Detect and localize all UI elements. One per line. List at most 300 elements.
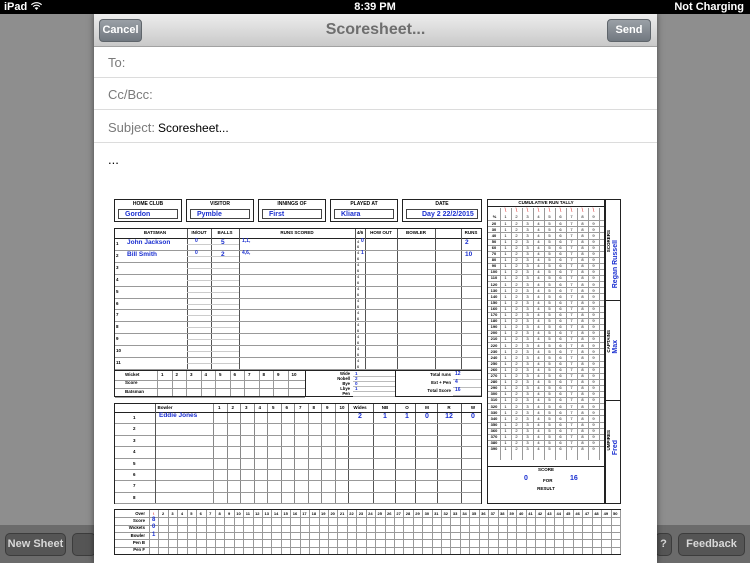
bowling-over-number: 5 [272,405,275,410]
overs-col-line [450,510,451,554]
tally-digit: 4 [537,342,540,348]
tally-digit: 7 [570,330,573,336]
tally-col-line [544,208,545,460]
tally-digit: 3 [526,305,529,311]
batsman-row-line [115,309,481,310]
over-number: 15 [283,510,288,516]
tally-digit: 8 [581,287,584,293]
tally-digit: 5 [548,427,551,433]
tally-digit: 6 [559,434,562,439]
over-number: 34 [462,510,467,516]
tally-digit: 3 [526,293,529,299]
tally-digit: 3 [526,409,529,415]
bowling-over-number: 10 [339,405,345,410]
tally-digit: 9 [592,446,595,452]
four-six-mark: 4 [357,357,360,363]
tally-digit: 2 [515,281,518,287]
help-button-partial[interactable]: ? [655,533,672,556]
tally-digit: 5 [548,318,551,324]
batsman-name: John Jackson [127,239,171,246]
tally-digit: 7 [570,360,573,366]
run-tally [487,199,605,504]
tally-digit: 8 [581,403,584,409]
cc-bcc-field[interactable] [94,78,657,110]
subject-field[interactable] [94,110,657,143]
tally-digit: 2 [515,385,518,391]
overs-col-line [158,510,159,554]
tally-digit: 7 [570,336,573,342]
tally-digit: 4 [537,232,540,238]
background-button-partial[interactable] [72,533,96,556]
new-sheet-button[interactable]: New Sheet [5,533,66,556]
tally-digit: 2 [515,287,518,293]
batsman-runs: 10 [465,250,473,258]
tally-digit: 2 [515,232,518,238]
tally-digit: 7 [570,440,573,446]
overs-col-line [262,510,263,554]
over-number: 49 [603,510,609,516]
batsman-balls: 2 [221,250,225,258]
overs-col-line [592,510,593,554]
tally-digit: 9 [592,305,595,311]
extras-line [353,391,395,392]
tally-digit: 9 [592,220,595,226]
four-six-mark: 4 [357,309,360,315]
tally-digit: 9 [592,244,595,250]
overs-row-label: Pen F [133,547,145,553]
over-number: 28 [405,510,411,516]
four-six-mark: 6 [357,339,360,345]
tally-digit: 4 [537,318,540,324]
batsman-row-line [115,286,481,287]
tally-digit: 1 [504,403,507,409]
compose-title: Scoresheet... [325,21,426,38]
tally-digit: 3 [526,348,529,354]
tally-digit: 1 [504,330,507,336]
tally-digit: 3 [526,342,529,348]
fow-wicket-number: 9 [277,371,280,377]
over-number: 12 [255,510,260,516]
batting-header-batsman: BATSMAN [143,230,167,235]
over-number: 36 [481,510,486,516]
tally-digit: 8 [581,318,584,324]
extras-label: Bye [342,381,350,387]
tally-digit: 5 [548,232,551,238]
tally-digit: 6 [559,318,562,324]
over-number: 9 [227,510,231,516]
batsman-four-six: 1 [361,249,364,256]
tally-digit: 6 [559,275,562,281]
bowling-over-number: 9 [326,405,329,410]
tally-digit: 7 [570,324,573,330]
batsman-row-line [115,321,481,322]
over-number: 7 [209,510,212,516]
tally-digit: 9 [592,324,595,330]
home-club-box: HOME CLUB Gordon [114,199,182,222]
tally-digit: 1 [504,415,507,421]
tally-digit: 8 [581,251,584,256]
tally-digit: 3 [526,391,529,397]
tally-digit: 9 [592,348,595,354]
bowling-stat-line [373,404,374,503]
tally-digit: 5 [548,299,551,305]
four-six-mark: 6 [357,280,360,286]
tally-digit: 6 [559,342,562,348]
tally-digit: 1 [504,354,507,360]
batsman-number: 10 [116,348,122,354]
over-number: 24 [368,510,373,516]
bowling-over-number: 8 [312,405,316,410]
over-number: 5 [190,510,193,516]
cancel-button[interactable]: Cancel [99,19,142,42]
overs-col-line [554,510,555,554]
extras-value: 1 [355,386,358,391]
tally-digit: 1 [504,318,507,324]
tally-digit: 6 [559,446,562,452]
tally-digit: 2 [515,403,518,409]
bowling-over-number: 7 [299,405,302,410]
tally-digit: 8 [581,324,584,330]
overs-col-line [281,510,282,554]
tally-digit: 4 [537,287,540,293]
tally-digit: 7 [570,391,573,397]
fow-label-wicket: Wicket [125,371,140,377]
tally-row-label: 130 [490,287,498,293]
extras-label: Wide [340,371,350,377]
tally-digit: 3 [526,336,529,342]
bowler-w: 0 [471,412,475,420]
overs-col-line [224,510,225,554]
tally-digit: 9 [592,391,595,397]
tally-digit: 3 [526,287,529,293]
tally-digit: 6 [559,366,562,372]
tally-digit: 1 [504,293,507,299]
tally-digit: 1 [504,421,507,427]
batting-header-runs: RUNS [464,230,478,235]
overs-col-line [300,510,301,554]
tally-digit: 1 [504,366,507,372]
tally-slash-cell: \ [526,208,529,214]
over-number: 43 [547,510,552,516]
tally-digit: 9 [592,257,595,263]
tally-digit: 3 [526,226,529,232]
message-body[interactable]: ... [108,152,119,167]
tally-digit: 4 [537,312,540,317]
tally-row-label: 170 [490,312,498,317]
tally-digit: 9 [592,409,595,415]
batsman-name: Bill Smith [127,250,157,258]
tally-col-line [555,208,556,460]
tally-digit: 9 [592,299,595,305]
tally-col-line [533,208,534,460]
visitor-value: Pymble [190,209,250,219]
batting-header-balls: BALLS [217,230,233,235]
tally-digit: 8 [581,263,584,269]
tally-digit: 8 [581,305,584,311]
played-at-box: PLAYED AT Kliara [330,199,398,222]
tally-digit: 6 [559,324,562,330]
tally-digit: 8 [581,275,584,281]
tally-row-label: 340 [490,415,498,421]
four-six-mark: 6 [357,268,360,274]
innings-value: First [262,209,322,219]
overs-col-line [620,510,621,554]
fow-col-line [172,371,173,396]
compose-nav-bar [94,14,657,47]
tally-digit: 3 [526,415,529,421]
bowler-number: 7 [133,483,136,489]
tally-digit: 6 [559,232,562,238]
tally-digit: 2 [515,324,518,330]
bowling-stat-line [461,404,462,503]
tally-row-label: 230 [490,348,498,354]
feedback-button[interactable]: Feedback [678,533,745,556]
batting-header-how-out: HOW OUT [370,230,392,235]
tally-digit: 1 [504,287,507,293]
tally-digit: 7 [570,348,573,354]
tally-digit: 5 [548,360,551,366]
tally-digit: 9 [592,269,595,275]
overs-first-value: 0 [152,524,156,531]
tally-digit: 2 [515,397,518,403]
tally-digit: 4 [537,434,540,439]
tally-digit: 7 [570,318,573,324]
overs-col-line [375,510,376,554]
bowler-name-divider [155,404,156,503]
tally-digit: 2 [515,226,518,232]
tally-digit: 7 [570,409,573,415]
tally-digit: 5 [548,385,551,391]
result-score-label: SCORE [537,467,554,472]
four-six-mark: 6 [357,292,360,298]
tally-digit: 6 [559,299,562,305]
bowler-row-line [115,480,481,481]
overs-col-line [328,510,329,554]
tally-row-label: 20 [491,220,497,226]
tally-digit: 7 [570,366,573,372]
four-six-mark: 6 [357,363,360,369]
tally-col-line [588,208,589,460]
tally-row-label: 50 [491,238,497,244]
batsman-number: 1 [116,241,119,246]
overs-col-line [366,510,367,554]
fow-col-line [201,371,202,396]
tally-digit: 9 [592,330,595,336]
over-number: 42 [537,510,543,516]
result-for-label: FOR [543,478,553,483]
tally-digit: 9 [592,232,595,238]
tally-digit: 8 [581,397,584,403]
tally-digit: 6 [559,287,562,293]
tally-digit: 1 [504,434,507,439]
tally-digit: 3 [526,385,529,391]
fow-wicket-number: 2 [175,371,179,377]
tally-digit: 5 [548,397,551,403]
batsman-row-line [115,298,481,299]
fall-of-wickets [114,370,482,397]
tally-row-label: 270 [490,373,498,378]
tally-digit: 4 [537,257,540,263]
tally-digit: 9 [592,226,595,232]
overs-col-line [290,510,291,554]
home-club-value: Gordon [118,209,178,219]
over-number: 50 [613,510,618,516]
tally-row-label: 380 [490,440,498,446]
bowling-col-line [321,404,322,503]
batsman-sub-line [187,292,239,293]
fow-col-line [273,371,274,396]
to-field[interactable] [94,47,657,78]
played-at-value: Kliara [334,209,394,219]
over-number: 47 [584,510,590,516]
tally-row-label: 220 [490,342,498,348]
tally-digit: 3 [526,446,529,452]
tally-digit: 1 [504,360,507,366]
totals-value: 16 [455,387,461,393]
tally-digit: 2 [515,238,518,244]
over-number: 37 [490,510,496,516]
batsman-runs-scored: 4,6, [242,249,251,256]
over-number: \ [153,510,155,516]
batsman-row-line [115,345,481,346]
overs-col-line [196,510,197,554]
bowler-nb: 1 [383,412,387,420]
overs-row-label: Score [133,517,145,523]
batting-header-runs-scored: RUNS SCORED [280,230,314,235]
bowler-number: 5 [133,460,136,466]
overs-col-line [319,510,320,554]
bowling-col-line [240,404,241,503]
over-number: 26 [386,510,392,516]
bowling-col-line [267,404,268,503]
tally-digit: 3 [526,263,529,269]
batsman-sub-line [187,256,239,257]
tally-digit: 9 [592,263,595,269]
tally-digit: 1 [504,440,507,446]
four-six-mark: 6 [357,304,360,309]
tally-digit: 5 [548,440,551,446]
tally-digit: 6 [559,354,562,360]
tally-digit: 7 [570,373,573,378]
tally-digit: 9 [592,379,595,385]
tally-digit: 9 [592,366,595,372]
tally-digit: 3 [526,330,529,336]
tally-digit: 4 [537,251,540,256]
captains-value: Max [612,340,619,354]
tally-row-label: 240 [490,354,498,360]
overs-col-line [516,510,517,554]
tally-digit: 4 [537,263,540,269]
tally-digit: 8 [581,269,584,275]
tally-digit: 8 [581,281,584,287]
tally-digit: 6 [559,220,562,226]
overs-col-line [507,510,508,554]
tally-digit: 9 [592,238,595,244]
tally-digit: 2 [515,434,518,439]
tally-digit: 5 [548,330,551,336]
over-number: 44 [556,510,561,516]
tally-digit: 5 [548,287,551,293]
tally-digit: 3 [526,440,529,446]
over-number: 25 [377,510,382,516]
tally-digit: 4 [537,214,540,220]
overs-col-line [385,510,386,554]
overs-row-label: Pen B [132,539,145,545]
tally-slash-cell: \ [504,208,507,214]
tally-digit: 9 [592,421,595,427]
over-number: 39 [509,510,514,516]
umpires-value: Fred [612,440,619,456]
tally-digit: 4 [537,366,540,372]
over-number: 2 [161,510,165,516]
tally-row-label: 110 [490,275,498,281]
to-label: To: [108,55,126,70]
tally-digit: 6 [559,421,562,427]
officials-divider [606,400,620,401]
send-button[interactable]: Send [607,19,651,42]
fow-row-line [115,380,305,381]
bowler-o: 1 [405,412,409,420]
batsman-number: 9 [116,336,119,342]
fow-col-line [259,371,260,396]
batsman-sub-line [187,280,239,281]
tally-digit: 1 [504,232,507,238]
overs-row-label: Bowler [130,532,145,538]
tally-digit: 4 [537,281,540,287]
tally-digit: 3 [526,281,529,287]
tally-digit: 4 [537,305,540,311]
tally-digit: 5 [548,269,551,275]
tally-digit: 5 [548,409,551,415]
tally-digit: 2 [515,421,518,427]
tally-digit: 3 [526,214,529,220]
tally-row-label: 140 [490,293,498,299]
overs-col-line [337,510,338,554]
tally-digit: 1 [504,342,507,348]
batsman-sub-line [187,244,239,245]
batsman-row-line [115,357,481,358]
tally-digit: 4 [537,360,540,366]
tally-digit: 2 [515,318,518,324]
tally-row-label: 300 [490,391,498,397]
date-value: Day 2 22/2/2015 [406,209,478,219]
bowler-number: 3 [133,437,136,443]
tally-digit: 7 [570,281,573,287]
tally-digit: 8 [581,379,584,385]
tally-digit: 1 [504,220,507,226]
tally-digit: 1 [504,305,507,311]
tally-digit: 4 [537,293,540,299]
tally-digit: 2 [515,354,518,360]
tally-digit: 5 [548,354,551,360]
tally-digit: 6 [559,336,562,342]
tally-digit: 5 [548,446,551,452]
tally-digit: 8 [581,373,584,378]
tally-digit: 2 [515,263,518,269]
tally-digit: 8 [581,238,584,244]
overs-col-line [573,510,574,554]
tally-digit: 9 [592,403,595,409]
batsman-number: 6 [116,300,119,306]
tally-digit: 6 [559,244,562,250]
tally-digit: 8 [581,427,584,433]
overs-col-line [432,510,433,554]
tally-digit: 4 [537,238,540,244]
overs-col-line [545,510,546,554]
bowler-row-line [115,469,481,470]
four-six-mark: 4 [357,298,360,304]
tally-digit: 4 [537,324,540,330]
